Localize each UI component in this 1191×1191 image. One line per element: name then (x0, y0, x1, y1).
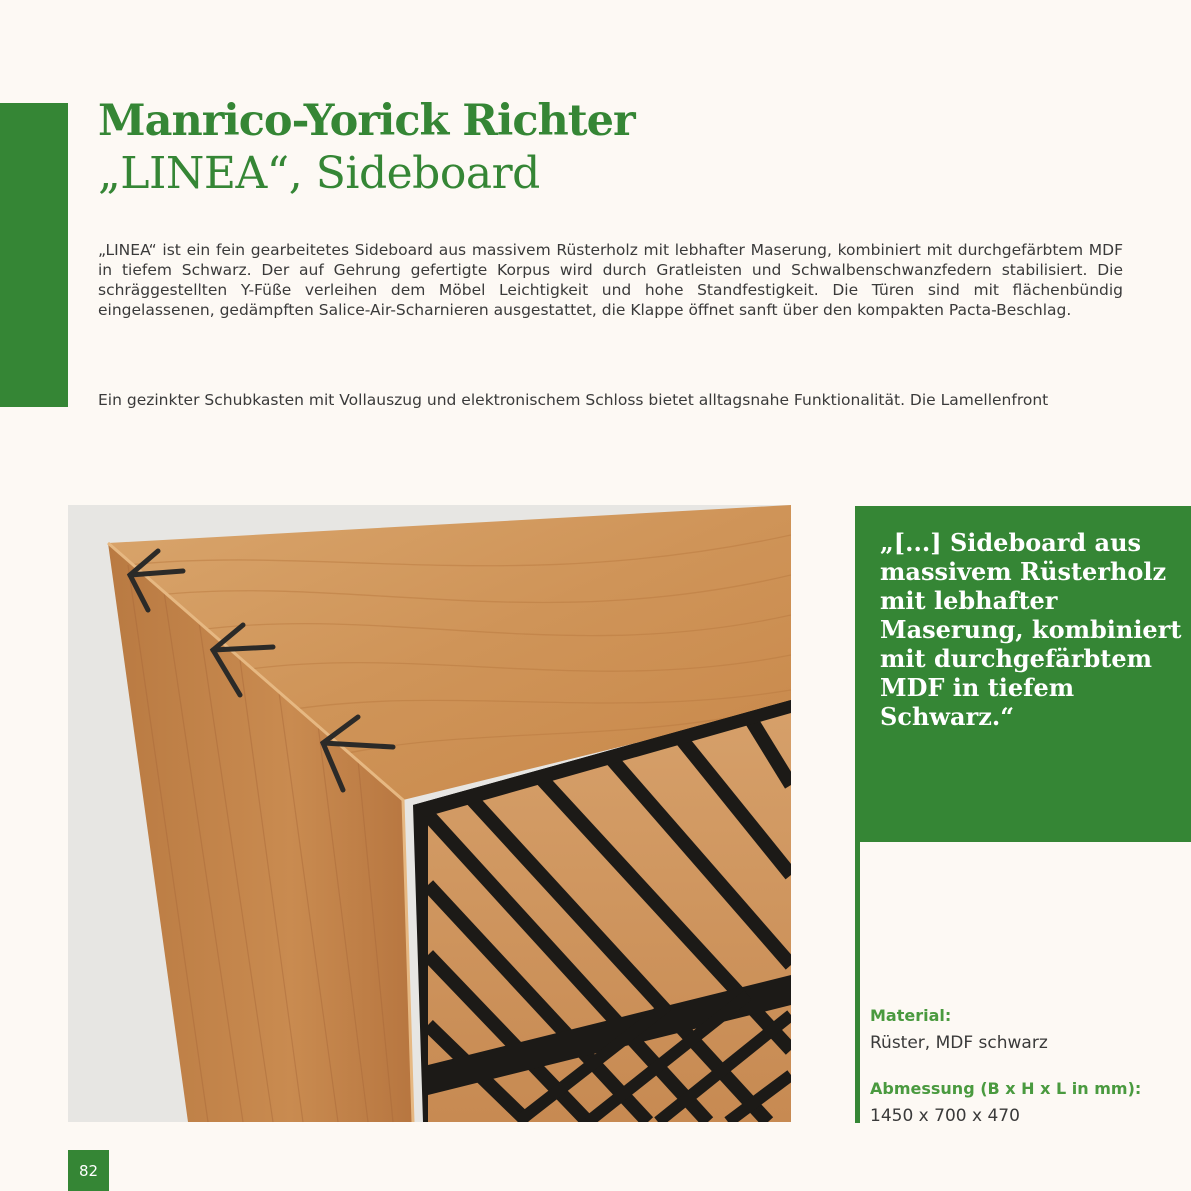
description-paragraph-2: Ein gezinkter Schubkasten mit Vollauszug und elektronischem Schloss bietet alltagsnahe Funktionalität. Die Lamellenfront (98, 391, 1049, 409)
sideboard-photo (68, 505, 791, 1122)
description-paragraph-1: „LINEA“ ist ein fein gearbeitetes Sideboard aus massivem Rüsterholz mit lebhafter Maserung, kombiniert mit durchgefärbtem MDF in tiefem Schwarz. Der auf Gehrung gefertigte Korpus wird durch Gratleisten und Schwalbenschwanzfedern stabilisiert. Die schräggestellten Y-Füße verleihen dem Möbel Leichtigkeit und hohe Standfestigkeit. Die Türen sind mit flächenbündig eingelassenen, gedämpften Salice-Air-Scharnieren ausgestattet, die Klappe öffnet sanft über den kompakten Pacta-Beschlag. (98, 241, 1123, 319)
pull-quote-box (855, 506, 1191, 842)
dimension-value: 1450 x 700 x 470 (870, 1106, 1020, 1126)
page-number: 82 (68, 1150, 109, 1191)
accent-bar (0, 103, 68, 407)
sideboard-illustration (68, 505, 791, 1122)
material-value: Rüster, MDF schwarz (870, 1033, 1048, 1053)
spec-accent-line (855, 842, 860, 1123)
material-label: Material: (870, 1006, 952, 1025)
dimension-label: Abmessung (B x H x L in mm): (870, 1079, 1142, 1098)
designer-name: Manrico-Yorick Richter (98, 96, 635, 146)
pull-quote: „[...] Sideboard aus massivem Rüsterholz mit lebhafter Maserung, kombiniert mit durchgefärbtem MDF in tiefem Schwarz.“ (880, 528, 1182, 731)
product-title: „LINEA“, Sideboard (98, 148, 540, 199)
